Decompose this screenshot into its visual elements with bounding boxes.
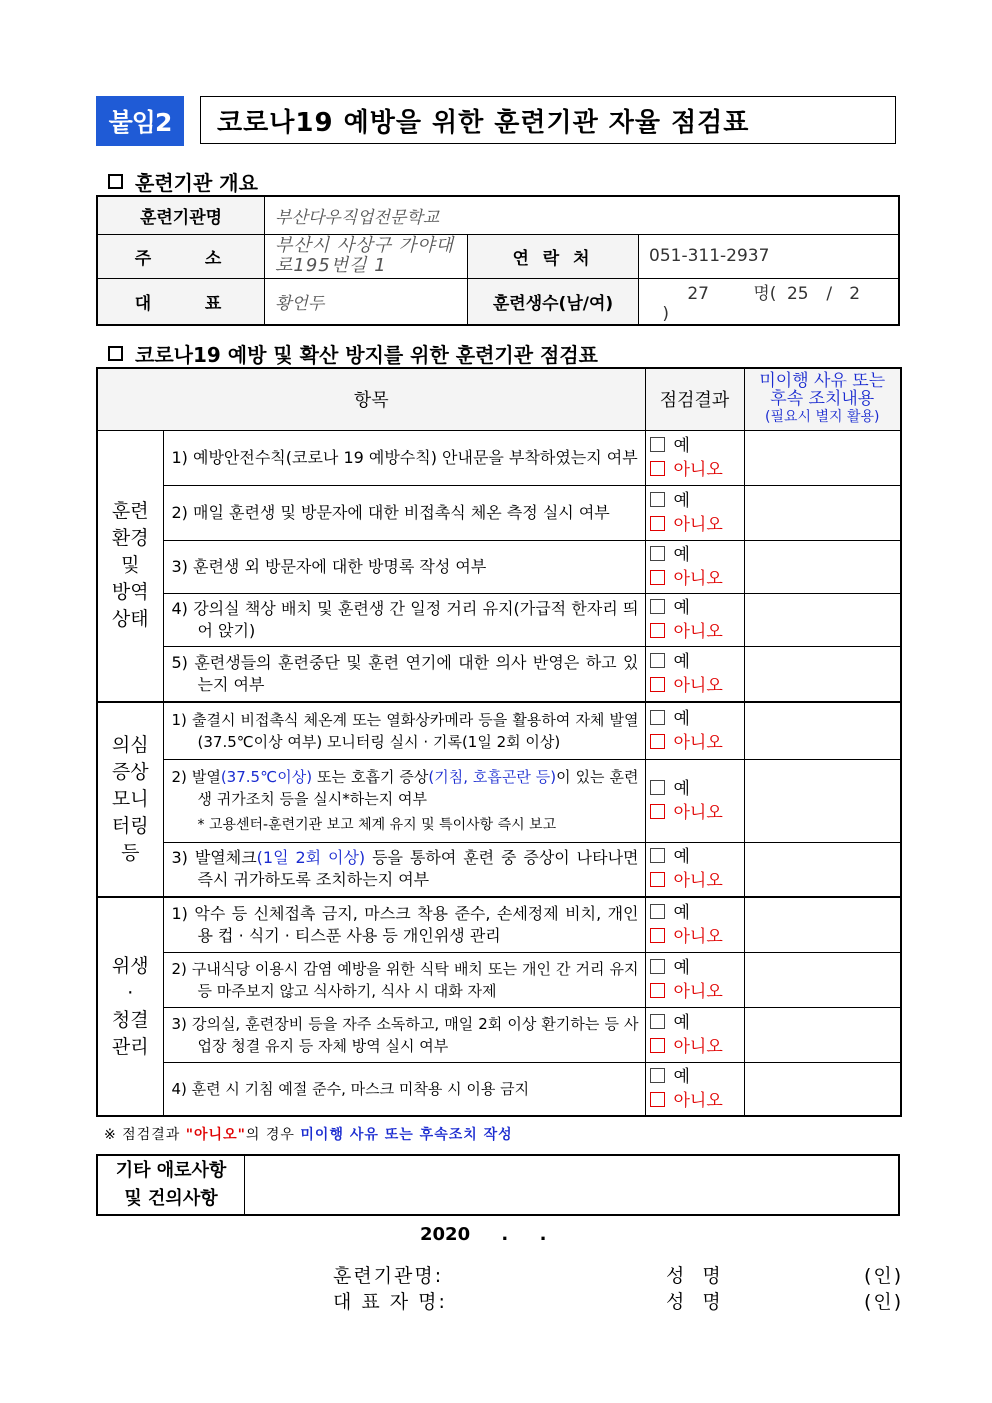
checklist-item: 5) 훈련생들의 훈련중단 및 훈련 연기에 대한 의사 반영은 하고 있는지 여부 bbox=[163, 646, 645, 702]
no-option[interactable]: 아니오 bbox=[650, 513, 740, 537]
action-cell[interactable] bbox=[744, 646, 901, 702]
category-hygiene bbox=[97, 897, 163, 1116]
checkbox-icon[interactable] bbox=[650, 546, 665, 561]
no-option[interactable]: 아니오 bbox=[650, 801, 740, 825]
org-name-signature-name[interactable]: 성 명 bbox=[666, 1265, 723, 1287]
date-line: 2020 . . bbox=[420, 1224, 547, 1245]
checkbox-icon[interactable] bbox=[650, 904, 665, 919]
overview-table bbox=[96, 195, 900, 326]
trainees-male: 25 bbox=[786, 283, 809, 304]
checklist-item: 1) 악수 등 신체접촉 금지, 마스크 착용 준수, 손세정제 비치, 개인용 컵 · 식기 · 티스푼 사용 등 개인위생 관리 bbox=[163, 897, 645, 952]
checkbox-icon[interactable] bbox=[650, 710, 665, 725]
checklist-item: 4) 훈련 시 기침 예절 준수, 마스크 미착용 시 이용 금지 bbox=[163, 1062, 645, 1116]
yes-option[interactable]: 예 bbox=[650, 434, 740, 458]
remarks-label: 기타 애로사항 및 건의사항 bbox=[97, 1155, 245, 1215]
remarks-table bbox=[96, 1154, 900, 1216]
checkbox-icon[interactable] bbox=[650, 437, 665, 452]
no-option[interactable]: 아니오 bbox=[650, 620, 740, 644]
trainees-value[interactable] bbox=[639, 278, 900, 325]
result-cell bbox=[645, 897, 744, 952]
action-cell[interactable] bbox=[744, 485, 901, 540]
checkbox-icon[interactable] bbox=[650, 983, 665, 998]
result-cell bbox=[645, 430, 744, 485]
yes-option[interactable]: 예 bbox=[650, 777, 740, 801]
representative-value[interactable]: 황언두 bbox=[265, 278, 468, 325]
action-cell[interactable] bbox=[744, 1007, 901, 1062]
checkbox-icon[interactable] bbox=[650, 872, 665, 887]
checklist-item: 3) 발열체크(1일 2회 이상) 등을 통하여 훈련 중 증상이 나타나면 즉시 귀가하도록 조치하는지 여부 bbox=[163, 842, 645, 897]
checkbox-icon[interactable] bbox=[650, 804, 665, 819]
checkbox-icon[interactable] bbox=[650, 780, 665, 795]
action-cell[interactable] bbox=[744, 1062, 901, 1116]
result-cell bbox=[645, 540, 744, 593]
trainees-label: 훈련생수(남/여) bbox=[468, 278, 639, 325]
contact-value[interactable]: 051-311-2937 bbox=[639, 234, 900, 278]
yes-option[interactable]: 예 bbox=[650, 489, 740, 513]
rep-name-signature-name[interactable]: 성 명 bbox=[666, 1291, 723, 1313]
checkbox-icon[interactable] bbox=[650, 653, 665, 668]
checkbox-icon[interactable] bbox=[650, 1068, 665, 1083]
action-cell[interactable] bbox=[744, 952, 901, 1007]
checkbox-icon[interactable] bbox=[650, 959, 665, 974]
checklist-item: 2) 발열(37.5℃이상) 또는 호흡기 증상(기침, 호흡곤란 등)이 있는 훈련생 귀가조치 등을 실시*하는지 여부 * 고용센터-훈련기관 보고 체계 유지 및 특이사항 즉시 보고 bbox=[163, 759, 645, 842]
col-result-header: 점검결과 bbox=[645, 368, 744, 430]
trainees-sep: / bbox=[826, 283, 833, 304]
yes-option[interactable]: 예 bbox=[650, 650, 740, 674]
trainees-unit: 명( bbox=[753, 283, 777, 304]
yes-option[interactable]: 예 bbox=[650, 543, 740, 567]
yes-option[interactable]: 예 bbox=[650, 1065, 740, 1089]
no-option[interactable]: 아니오 bbox=[650, 980, 740, 1004]
category-monitoring bbox=[97, 702, 163, 897]
checklist-item: 2) 구내식당 이용시 감염 예방을 위한 식탁 배치 또는 개인 간 거리 유지 등 마주보지 않고 식사하기, 식사 시 대화 자제 bbox=[163, 952, 645, 1007]
checkbox-icon[interactable] bbox=[650, 492, 665, 507]
checklist-item: 4) 강의실 책상 배치 및 훈련생 간 일정 거리 유지(가급적 한자리 띄어 앉기) bbox=[163, 593, 645, 646]
page-title: 코로나19 예방을 위한 훈련기관 자율 점검표 bbox=[200, 96, 896, 144]
col-action-line3: (필요시 별지 활용) bbox=[765, 409, 880, 426]
overview-heading bbox=[108, 167, 258, 196]
col-item-header: 항목 bbox=[97, 368, 645, 430]
checklist-item: 3) 훈련생 외 방문자에 대한 방명록 작성 여부 bbox=[163, 540, 645, 593]
item-note: * 고용센터-훈련기관 보고 체계 유지 및 특이사항 즉시 보고 bbox=[197, 816, 557, 833]
no-option[interactable]: 아니오 bbox=[650, 731, 740, 755]
result-cell bbox=[645, 952, 744, 1007]
checkbox-icon[interactable] bbox=[650, 516, 665, 531]
trainees-close: ) bbox=[662, 303, 669, 324]
action-cell[interactable] bbox=[744, 540, 901, 593]
checkbox-icon[interactable] bbox=[650, 623, 665, 638]
checkbox-icon[interactable] bbox=[650, 461, 665, 476]
col-action-line2: 후속 조치내용 bbox=[770, 389, 875, 410]
yes-option[interactable]: 예 bbox=[650, 707, 740, 731]
category-label: 의심 증상 모니 터링 등 bbox=[111, 734, 149, 864]
checklist-item: 1) 출결시 비접촉식 체온계 또는 열화상카메라 등을 활용하여 자체 발열(37.5℃이상 여부) 모니터링 실시 · 기록(1일 2회 이상) bbox=[163, 702, 645, 759]
no-option[interactable]: 아니오 bbox=[650, 1089, 740, 1113]
attachment-badge: 붙임2 bbox=[96, 96, 184, 146]
representative-label: 대 표 bbox=[97, 278, 265, 325]
action-cell[interactable] bbox=[744, 897, 901, 952]
checklist-item: 1) 예방안전수칙(코로나 19 예방수칙) 안내문을 부착하였는지 여부 bbox=[163, 430, 645, 485]
overview-heading-text: 훈련기관 개요 bbox=[135, 171, 258, 195]
action-cell[interactable] bbox=[744, 702, 901, 759]
checkbox-square-icon bbox=[108, 346, 123, 361]
no-option[interactable]: 아니오 bbox=[650, 458, 740, 482]
yes-option[interactable]: 예 bbox=[650, 596, 740, 620]
remarks-input[interactable] bbox=[245, 1155, 900, 1215]
result-cell bbox=[645, 485, 744, 540]
rep-name-signature-label: 대 표 자 명: bbox=[333, 1291, 447, 1313]
result-cell bbox=[645, 702, 744, 759]
checkbox-icon[interactable] bbox=[650, 734, 665, 749]
address-label: 주 소 bbox=[97, 234, 265, 278]
result-cell bbox=[645, 646, 744, 702]
result-cell bbox=[645, 759, 744, 842]
checkbox-icon[interactable] bbox=[650, 599, 665, 614]
checkbox-icon[interactable] bbox=[650, 677, 665, 692]
action-cell[interactable] bbox=[744, 759, 901, 842]
checklist-heading bbox=[108, 339, 598, 368]
checklist-item: 2) 매일 훈련생 및 방문자에 대한 비접촉식 체온 측정 실시 여부 bbox=[163, 485, 645, 540]
trainees-female: 2 bbox=[849, 283, 861, 304]
org-name-value[interactable]: 부산다우직업전문학교 bbox=[265, 196, 900, 234]
org-name-label: 훈련기관명 bbox=[97, 196, 265, 234]
contact-label: 연 락 처 bbox=[468, 234, 639, 278]
category-label: 위생 · 청결 관리 bbox=[111, 954, 149, 1058]
trainees-total: 27 bbox=[687, 283, 709, 304]
address-value[interactable]: 부산시 사상구 가야대로195번길 1 bbox=[265, 234, 468, 278]
yes-option[interactable]: 예 bbox=[650, 1011, 740, 1035]
col-action-header bbox=[744, 368, 901, 430]
no-option[interactable]: 아니오 bbox=[650, 674, 740, 698]
action-cell[interactable] bbox=[744, 842, 901, 897]
org-name-signature-label: 훈련기관명: bbox=[333, 1265, 444, 1287]
yes-option[interactable]: 예 bbox=[650, 845, 740, 869]
checkbox-icon[interactable] bbox=[650, 928, 665, 943]
result-cell bbox=[645, 842, 744, 897]
org-seal-mark: (인) bbox=[864, 1265, 904, 1287]
col-action-line1: 미이행 사유 또는 bbox=[759, 371, 886, 392]
action-cell[interactable] bbox=[744, 593, 901, 646]
footnote: ※ 점검결과 "아니오"의 경우 미이행 사유 또는 후속조치 작성 bbox=[104, 1127, 513, 1143]
checkbox-icon[interactable] bbox=[650, 848, 665, 863]
rep-seal-mark: (인) bbox=[864, 1291, 904, 1313]
yes-option[interactable]: 예 bbox=[650, 956, 740, 980]
checkbox-icon[interactable] bbox=[650, 1038, 665, 1053]
checkbox-icon[interactable] bbox=[650, 570, 665, 585]
category-label: 훈련 환경 및 방역 상태 bbox=[111, 500, 149, 631]
result-cell bbox=[645, 1062, 744, 1116]
result-cell bbox=[645, 593, 744, 646]
no-option[interactable]: 아니오 bbox=[650, 925, 740, 949]
result-cell bbox=[645, 1007, 744, 1062]
no-option[interactable]: 아니오 bbox=[650, 869, 740, 893]
no-option[interactable]: 아니오 bbox=[650, 1035, 740, 1059]
action-cell[interactable] bbox=[744, 430, 901, 485]
checkbox-icon[interactable] bbox=[650, 1014, 665, 1029]
checklist-item: 3) 강의실, 훈련장비 등을 자주 소독하고, 매일 2회 이상 환기하는 등 사업장 청결 유지 등 자체 방역 실시 여부 bbox=[163, 1007, 645, 1062]
no-option[interactable]: 아니오 bbox=[650, 567, 740, 591]
checkbox-square-icon bbox=[108, 174, 123, 189]
checklist-table bbox=[96, 367, 902, 1117]
checklist-heading-text: 코로나19 예방 및 확산 방지를 위한 훈련기관 점검표 bbox=[135, 343, 598, 367]
checkbox-icon[interactable] bbox=[650, 1092, 665, 1107]
category-environment bbox=[97, 430, 163, 702]
yes-option[interactable]: 예 bbox=[650, 901, 740, 925]
